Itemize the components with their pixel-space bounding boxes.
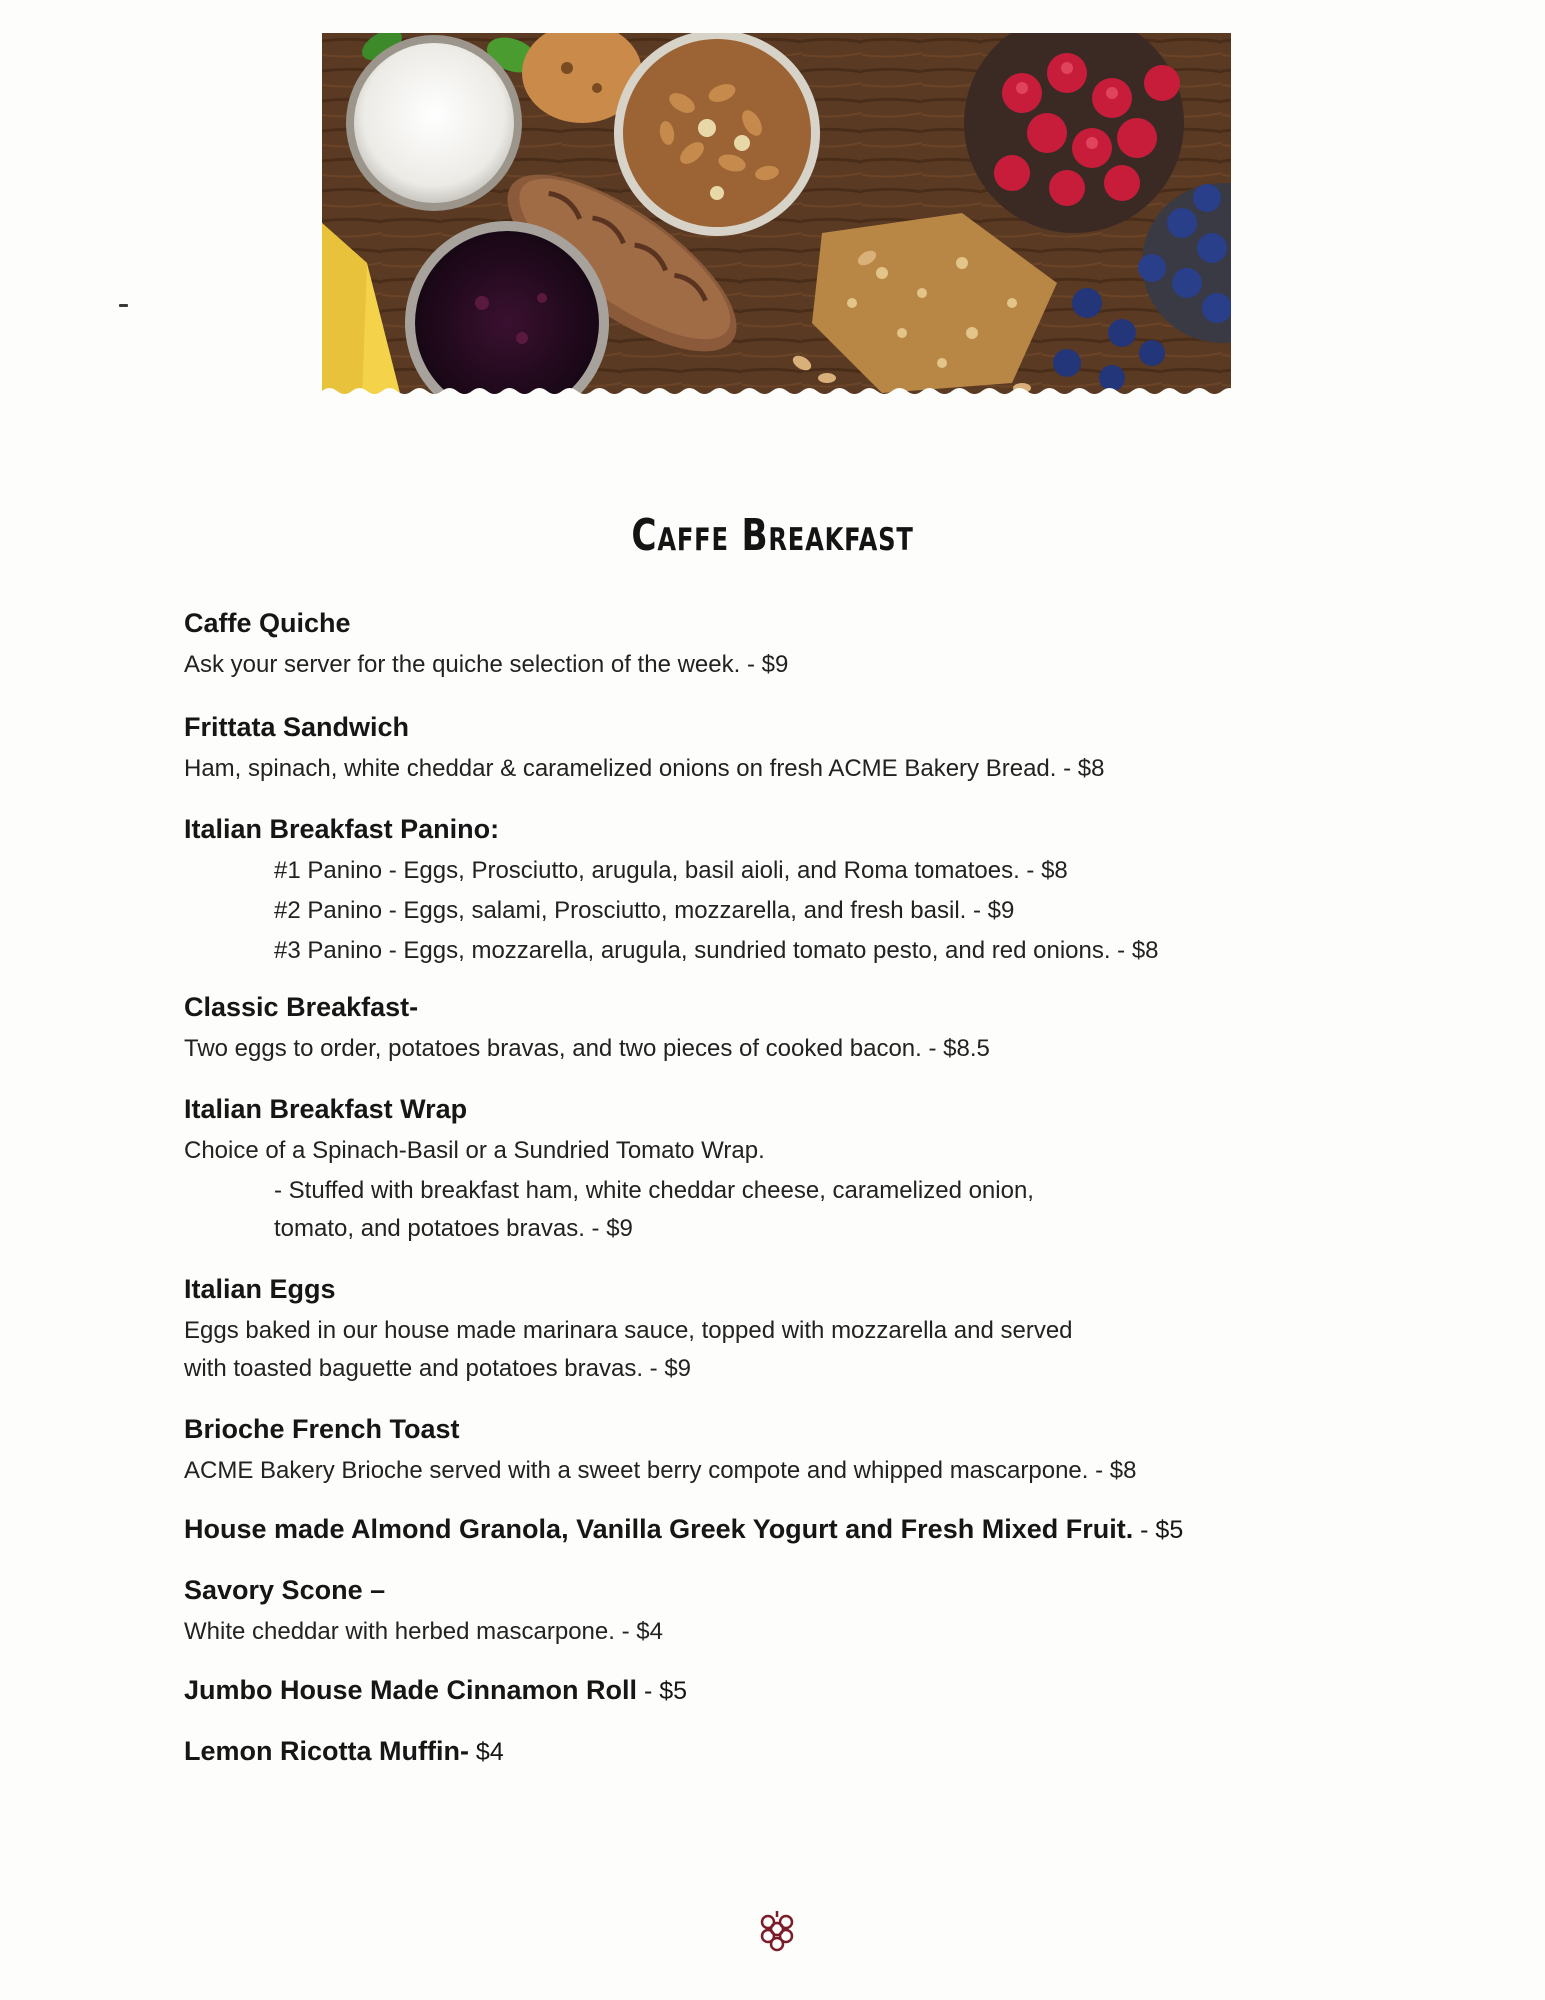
item-name: Lemon Ricotta Muffin- xyxy=(184,1736,469,1766)
menu-item-classic-breakfast xyxy=(184,988,1334,1068)
item-description: Two eggs to order, potatoes bravas, and two pieces of cooked bacon. - $8.5 xyxy=(184,1035,990,1062)
item-name-with-price xyxy=(184,1671,1334,1710)
menu-list xyxy=(184,604,1334,1771)
item-description: Ham, spinach, white cheddar & caramelized onions on fresh ACME Bakery Bread. - $8 xyxy=(184,755,1105,782)
item-name-with-price xyxy=(184,1732,1334,1771)
breakfast-spread-photo-icon xyxy=(322,33,1231,401)
item-name: Brioche French Toast xyxy=(184,1414,460,1444)
item-name: Classic Breakfast- xyxy=(184,992,419,1022)
item-name: Italian Breakfast Panino: xyxy=(184,814,500,844)
panino-option: #1 Panino - Eggs, Prosciutto, arugula, basil aioli, and Roma tomatoes. - $8 xyxy=(274,857,1068,884)
menu-item-italian-breakfast-wrap xyxy=(184,1090,1334,1248)
item-description: White cheddar with herbed mascarpone. - $4 xyxy=(184,1618,663,1645)
item-price: - $5 xyxy=(1133,1516,1184,1544)
item-name: Savory Scone – xyxy=(184,1575,386,1605)
menu-item-savory-scone xyxy=(184,1571,1334,1651)
item-price: $4 xyxy=(468,1738,504,1766)
item-description: Eggs baked in our house made marinara sauce, topped with mozzarella and served xyxy=(184,1317,1073,1344)
item-description: with toasted baguette and potatoes bravas. - $9 xyxy=(184,1355,692,1382)
item-price: - $5 xyxy=(637,1677,688,1705)
item-description-detail: tomato, and potatoes bravas. - $9 xyxy=(274,1215,633,1242)
menu-item-frittata-sandwich xyxy=(184,708,1334,788)
menu-item-brioche-french-toast xyxy=(184,1410,1334,1490)
menu-item-granola xyxy=(184,1510,1334,1549)
item-name: Frittata Sandwich xyxy=(184,712,410,742)
menu-item-cinnamon-roll xyxy=(184,1671,1334,1710)
item-name: Jumbo House Made Cinnamon Roll xyxy=(184,1675,638,1705)
grape-cluster-icon xyxy=(757,1910,797,1954)
item-name: Caffe Quiche xyxy=(184,608,351,638)
item-name: House made Almond Granola, Vanilla Greek Yogurt and Fresh Mixed Fruit. xyxy=(184,1514,1134,1544)
item-description: Ask your server for the quiche selection of the week. - $9 xyxy=(184,651,789,678)
item-name: Italian Eggs xyxy=(184,1274,336,1304)
item-name: Italian Breakfast Wrap xyxy=(184,1094,468,1124)
item-description: Choice of a Spinach-Basil or a Sundried Tomato Wrap. xyxy=(184,1137,765,1164)
menu-item-italian-eggs xyxy=(184,1270,1334,1388)
menu-item-italian-breakfast-panino xyxy=(184,810,1334,970)
hero-image xyxy=(322,33,1231,401)
panino-option: #3 Panino - Eggs, mozzarella, arugula, sundried tomato pesto, and red onions. - $8 xyxy=(274,937,1159,964)
menu-item-lemon-ricotta-muffin xyxy=(184,1732,1334,1771)
item-description: ACME Bakery Brioche served with a sweet berry compote and whipped mascarpone. - $8 xyxy=(184,1457,1137,1484)
menu-item-caffe-quiche xyxy=(184,604,1334,684)
item-description-detail: - Stuffed with breakfast ham, white cheddar cheese, caramelized onion, xyxy=(274,1177,1034,1204)
item-name-with-price xyxy=(184,1510,1334,1549)
page-title: Caffe Breakfast xyxy=(631,510,914,561)
scan-mark xyxy=(119,304,128,307)
panino-option: #2 Panino - Eggs, salami, Prosciutto, mozzarella, and fresh basil. - $9 xyxy=(274,897,1015,924)
